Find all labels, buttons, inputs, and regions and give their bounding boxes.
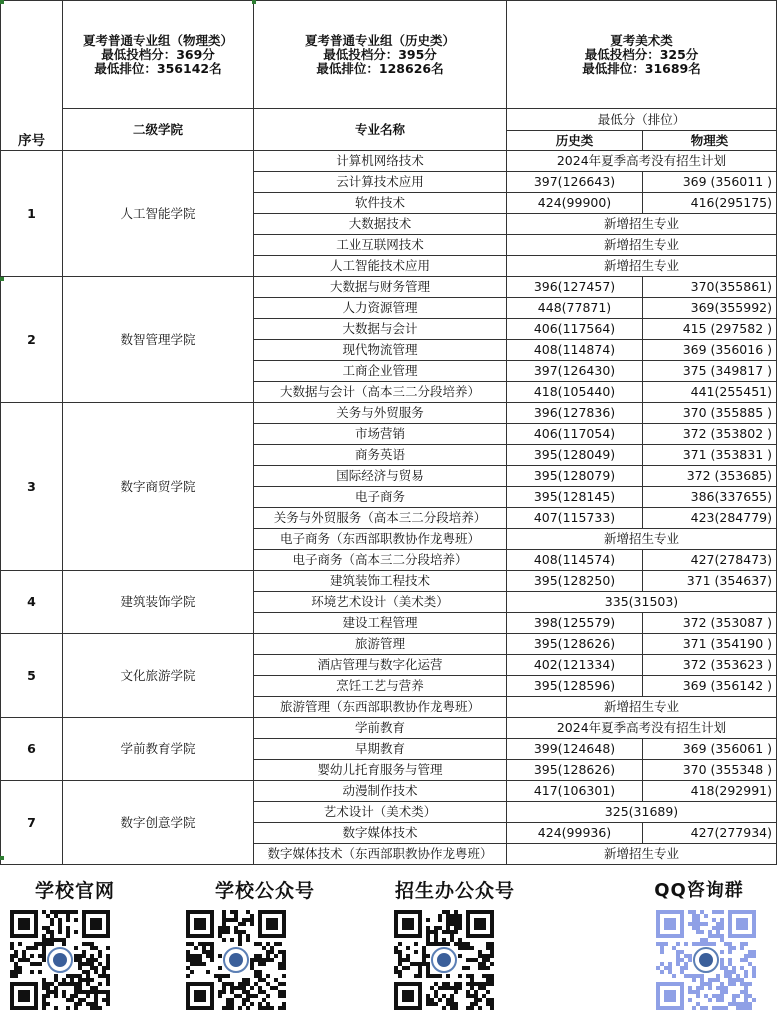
comment-marker (0, 0, 4, 4)
merged-score-cell: 新增招生专业 (507, 844, 777, 865)
admission-wechat-block (376, 866, 554, 1027)
merged-score-cell: 2024年夏季高考没有招生计划 (507, 718, 777, 739)
history-score-cell: 406(117054) (507, 424, 643, 445)
qq-group-title: QQ咨询群 (654, 880, 744, 901)
major-name-cell: 烹饪工艺与营养 (254, 676, 507, 697)
major-name-cell: 现代物流管理 (254, 340, 507, 361)
history-score-cell: 396(127836) (507, 403, 643, 424)
history-score-cell: 424(99900) (507, 193, 643, 214)
history-group-title: 夏考普通专业组（历史类） (304, 32, 455, 48)
physics-score-cell: 418(292991) (643, 781, 777, 802)
college-header: 二级学院 (63, 109, 254, 151)
major-header: 专业名称 (254, 109, 507, 151)
physics-group-title: 夏考普通专业组（物理类） (82, 32, 233, 48)
history-score-cell: 395(128049) (507, 445, 643, 466)
major-name-cell: 国际经济与贸易 (254, 466, 507, 487)
physics-score-cell: 369 (356142 ) (643, 676, 777, 697)
art-group-title: 夏考美术类 (610, 32, 673, 48)
major-name-cell: 婴幼儿托育服务与管理 (254, 760, 507, 781)
physics-score-cell: 372 (353685) (643, 466, 777, 487)
merged-score-cell: 新增招生专业 (507, 256, 777, 277)
major-row (1, 277, 777, 298)
physics-score-cell: 427(277934) (643, 823, 777, 844)
history-score-cell: 396(127457) (507, 277, 643, 298)
merged-score-cell: 335(31503) (507, 592, 777, 613)
major-name-cell: 大数据技术 (254, 214, 507, 235)
min-score-header: 最低分（排位） (507, 109, 777, 131)
seq-cell: 3 (1, 403, 63, 571)
college-name-cell: 人工智能学院 (63, 151, 254, 277)
physics-score-cell: 371 (354190 ) (643, 634, 777, 655)
history-group-summary (254, 1, 507, 109)
art-group-min-score: 最低投档分：325分 (584, 46, 699, 62)
admission-wechat-title: 招生办公众号 (394, 880, 515, 902)
college-name-cell: 数智管理学院 (63, 277, 254, 403)
merged-score-cell: 325(31689) (507, 802, 777, 823)
physics-score-cell: 415 (297582 ) (643, 319, 777, 340)
history-score-cell: 395(128145) (507, 487, 643, 508)
physics-score-cell: 372 (353087 ) (643, 613, 777, 634)
major-name-cell: 大数据与会计 (254, 319, 507, 340)
college-name-cell: 学前教育学院 (63, 718, 254, 781)
qq-qr-code-icon[interactable] (656, 910, 756, 1010)
major-name-cell: 环境艺术设计（美术类） (254, 592, 507, 613)
merged-score-cell: 2024年夏季高考没有招生计划 (507, 151, 777, 172)
physics-score-cell: 386(337655) (643, 487, 777, 508)
college-name-cell: 建筑装饰学院 (63, 571, 254, 634)
physics-score-cell: 372 (353802 ) (643, 424, 777, 445)
major-name-cell: 商务英语 (254, 445, 507, 466)
qr-code-icon[interactable] (186, 910, 286, 1010)
physics-score-cell: 369(355992) (643, 298, 777, 319)
major-row (1, 781, 777, 802)
college-name-cell: 数字创意学院 (63, 781, 254, 865)
major-name-cell: 电子商务（东西部职教协作龙粤班） (254, 529, 507, 550)
history-score-cell: 397(126430) (507, 361, 643, 382)
physics-score-cell: 371 (354637) (643, 571, 777, 592)
major-name-cell: 电子商务（高本三二分段培养） (254, 550, 507, 571)
school-wechat-block (176, 866, 354, 1027)
major-name-cell: 学前教育 (254, 718, 507, 739)
history-score-cell: 408(114574) (507, 550, 643, 571)
major-name-cell: 计算机网络技术 (254, 151, 507, 172)
major-name-cell: 早期教育 (254, 739, 507, 760)
major-name-cell: 旅游管理 (254, 634, 507, 655)
merged-score-cell: 新增招生专业 (507, 697, 777, 718)
major-name-cell: 数字媒体技术 (254, 823, 507, 844)
seq-cell: 1 (1, 151, 63, 277)
history-score-cell: 395(128596) (507, 676, 643, 697)
seq-cell: 7 (1, 781, 63, 865)
merged-score-cell: 新增招生专业 (507, 529, 777, 550)
seq-header: 序号 (1, 1, 63, 151)
major-name-cell: 艺术设计（美术类） (254, 802, 507, 823)
major-name-cell: 大数据与财务管理 (254, 277, 507, 298)
major-name-cell: 旅游管理（东西部职教协作龙粤班） (254, 697, 507, 718)
physics-score-cell: 369 (356011 ) (643, 172, 777, 193)
major-name-cell: 建设工程管理 (254, 613, 507, 634)
seq-cell: 5 (1, 634, 63, 718)
major-name-cell: 电子商务 (254, 487, 507, 508)
physics-score-cell: 369 (356061 ) (643, 739, 777, 760)
history-score-cell: 417(106301) (507, 781, 643, 802)
physics-score-cell: 370 (355885 ) (643, 403, 777, 424)
school-website-title: 学校官网 (34, 880, 115, 902)
qr-code-icon[interactable] (394, 910, 494, 1010)
major-name-cell: 关务与外贸服务（高本三二分段培养） (254, 508, 507, 529)
merged-score-cell: 新增招生专业 (507, 235, 777, 256)
major-row (1, 571, 777, 592)
college-name-cell: 文化旅游学院 (63, 634, 254, 718)
major-name-cell: 云计算技术应用 (254, 172, 507, 193)
history-score-cell: 408(114874) (507, 340, 643, 361)
history-score-cell: 397(126643) (507, 172, 643, 193)
physics-group-summary (63, 1, 254, 109)
physics-score-cell: 372 (353623 ) (643, 655, 777, 676)
physics-header: 物理类 (643, 131, 777, 151)
history-score-cell: 402(121334) (507, 655, 643, 676)
history-score-cell: 395(128626) (507, 634, 643, 655)
physics-score-cell: 441(255451) (643, 382, 777, 403)
column-header-row (1, 109, 777, 131)
physics-score-cell: 416(295175) (643, 193, 777, 214)
seq-cell: 6 (1, 718, 63, 781)
history-header: 历史类 (507, 131, 643, 151)
major-name-cell: 酒店管理与数字化运营 (254, 655, 507, 676)
history-score-cell: 395(128626) (507, 760, 643, 781)
major-name-cell: 软件技术 (254, 193, 507, 214)
major-name-cell: 工业互联网技术 (254, 235, 507, 256)
history-score-cell: 406(117564) (507, 319, 643, 340)
major-name-cell: 市场营销 (254, 424, 507, 445)
history-score-cell: 424(99936) (507, 823, 643, 844)
history-score-cell: 398(125579) (507, 613, 643, 634)
major-row (1, 718, 777, 739)
history-score-cell: 399(124648) (507, 739, 643, 760)
history-score-cell: 395(128250) (507, 571, 643, 592)
art-group-min-rank: 最低排位：31689名 (582, 60, 701, 76)
major-row (1, 151, 777, 172)
school-website-block (0, 866, 178, 1027)
history-score-cell: 448(77871) (507, 298, 643, 319)
qr-code-icon[interactable] (10, 910, 110, 1010)
comment-marker (0, 856, 4, 860)
score-group-header-row (1, 1, 777, 109)
major-name-cell: 人力资源管理 (254, 298, 507, 319)
comment-marker (0, 277, 4, 281)
physics-group-min-rank: 最低排位：356142名 (94, 60, 222, 76)
major-name-cell: 数字媒体技术（东西部职教协作龙粤班） (254, 844, 507, 865)
major-name-cell: 大数据与会计（高本三二分段培养） (254, 382, 507, 403)
history-score-cell: 418(105440) (507, 382, 643, 403)
history-group-min-score: 最低投档分：395分 (323, 46, 437, 62)
major-name-cell: 建筑装饰工程技术 (254, 571, 507, 592)
seq-cell: 4 (1, 571, 63, 634)
history-score-cell: 407(115733) (507, 508, 643, 529)
qq-group-block (620, 866, 778, 1027)
school-wechat-title: 学校公众号 (214, 880, 315, 902)
physics-score-cell: 371 (353831 ) (643, 445, 777, 466)
major-name-cell: 动漫制作技术 (254, 781, 507, 802)
contact-footer (0, 866, 778, 1027)
major-row (1, 403, 777, 424)
major-name-cell: 工商企业管理 (254, 361, 507, 382)
history-group-min-rank: 最低排位：128626名 (316, 60, 444, 76)
major-name-cell: 关务与外贸服务 (254, 403, 507, 424)
merged-score-cell: 新增招生专业 (507, 214, 777, 235)
physics-score-cell: 369 (356016 ) (643, 340, 777, 361)
physics-score-cell: 370 (355348 ) (643, 760, 777, 781)
major-name-cell: 人工智能技术应用 (254, 256, 507, 277)
art-group-summary (507, 1, 777, 109)
history-score-cell: 395(128079) (507, 466, 643, 487)
physics-score-cell: 427(278473) (643, 550, 777, 571)
physics-group-min-score: 最低投档分：369分 (101, 46, 215, 62)
seq-cell: 2 (1, 277, 63, 403)
physics-score-cell: 370(355861) (643, 277, 777, 298)
college-name-cell: 数字商贸学院 (63, 403, 254, 571)
physics-score-cell: 423(284779) (643, 508, 777, 529)
major-row (1, 634, 777, 655)
physics-score-cell: 375 (349817 ) (643, 361, 777, 382)
comment-marker (252, 0, 256, 4)
